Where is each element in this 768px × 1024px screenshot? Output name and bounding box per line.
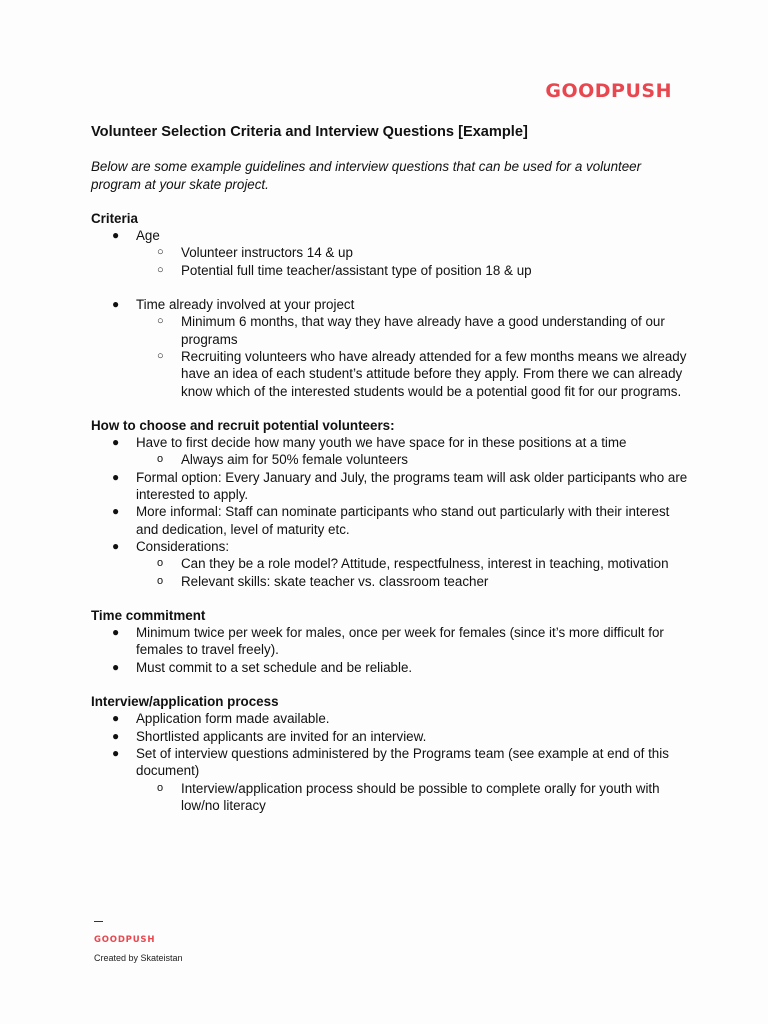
list-item [136,244,691,261]
list-item-text: Volunteer instructors 14 & up [181,245,353,261]
list-item-text: Set of interview questions administered by the Programs team (see example at end of this document) [136,745,669,779]
list-item [91,745,691,814]
list-item [91,469,691,504]
list-item-text: Minimum 6 months, that way they have already have a good understanding of our programs [181,314,665,347]
list-item-text: Have to first decide how many youth we have space for in these positions at a time [136,435,627,451]
list-item [136,555,691,572]
list-item-text: More informal: Staff can nominate participants who stand out particularly with their interest and dedication, level of maturity etc. [136,504,670,537]
bullet-marker: ● [112,297,120,312]
footer-divider [94,921,103,922]
list-item-text: Relevant skills: skate teacher vs. classroom teacher [181,573,489,589]
sub-list [136,313,691,399]
sub-list [136,244,691,279]
o-marker: o [157,453,164,466]
list-item-text: Potential full time teacher/assistant type of position 18 & up [181,262,532,278]
list-spacer [91,279,691,296]
sub-list [136,780,691,815]
bullet-marker: ● [112,745,120,760]
bullet-marker: ● [112,435,120,450]
list-item-text: Shortlisted applicants are invited for an interview. [136,728,427,744]
footer-credit: Created by Skateistan [94,953,183,963]
circle-marker: ○ [157,315,164,328]
list-item [91,227,691,279]
bullet-marker: ● [112,228,120,243]
list-item [91,538,691,590]
list-item-text: Always aim for 50% female volunteers [181,452,408,468]
bullet-marker: ● [112,728,120,743]
list-item-text: Minimum twice per week for males, once per week for females (since it’s more difficult for females to travel freely). [136,625,664,658]
list-item-text: Application form made available. [136,711,330,727]
section-spacer [91,400,691,417]
criteria-time-label: Time already involved at your project [136,297,355,313]
o-marker: o [157,557,164,570]
list-item [91,624,691,659]
list-item-text: Considerations: [136,538,230,554]
list-item-text: Interview/application process should be possible to complete orally for youth with low/no literacy [181,780,660,813]
criteria-heading: Criteria [91,210,138,226]
list-item [136,780,691,815]
list-item [91,434,691,469]
list-item [136,313,691,348]
commitment-list [91,624,691,676]
list-item-text: Can they be a role model? Attitude, respectfulness, interest in teaching, motivation [181,556,669,572]
recruit-list [91,434,691,590]
section-spacer [91,590,691,607]
criteria-list [91,227,691,400]
section-spacer [91,676,691,693]
list-item [91,503,691,538]
bullet-marker: ● [112,711,120,726]
bullet-marker: ● [112,504,120,519]
circle-marker: ○ [157,263,164,276]
document-intro: Below are some example guidelines and interview questions that can be used for a volunteer program at your skate project. [91,159,642,192]
list-item [136,451,691,468]
list-item [91,296,691,400]
list-item-text: Formal option: Every January and July, the programs team will ask older participants who are interested to apply. [136,469,688,503]
circle-marker: ○ [157,246,164,259]
list-item [136,262,691,279]
process-heading: Interview/application process [91,694,279,710]
list-item-text: Recruiting volunteers who have already attended for a few months means we already have an idea of each student’s attitude before they apply. From there we can already know which of the interested students would be a potential good fit for our programs. [181,348,687,399]
list-item [136,573,691,590]
bullet-marker: ● [112,625,120,640]
list-item-text: Must commit to a set schedule and be reliable. [136,659,413,675]
document-body [91,124,691,814]
process-list [91,710,691,814]
bullet-marker: ● [112,469,120,484]
footer-brand-logo: GOODPUSH [94,935,156,945]
circle-marker: ○ [157,349,164,362]
commitment-heading: Time commitment [91,607,206,623]
list-item [136,348,691,400]
bullet-marker: ● [112,659,120,674]
o-marker: o [157,574,164,587]
sub-list [136,451,691,468]
recruit-heading: How to choose and recruit potential volunteers: [91,417,395,433]
goodpush-logo: GOODPUSH [545,80,672,102]
bullet-marker: ● [112,538,120,553]
document-title: Volunteer Selection Criteria and Interview Questions [Example] [91,124,528,140]
list-item [91,728,691,745]
sub-list [136,555,691,590]
o-marker: o [157,781,164,794]
criteria-age-label: Age [136,228,160,244]
list-item [91,710,691,727]
list-item [91,659,691,676]
